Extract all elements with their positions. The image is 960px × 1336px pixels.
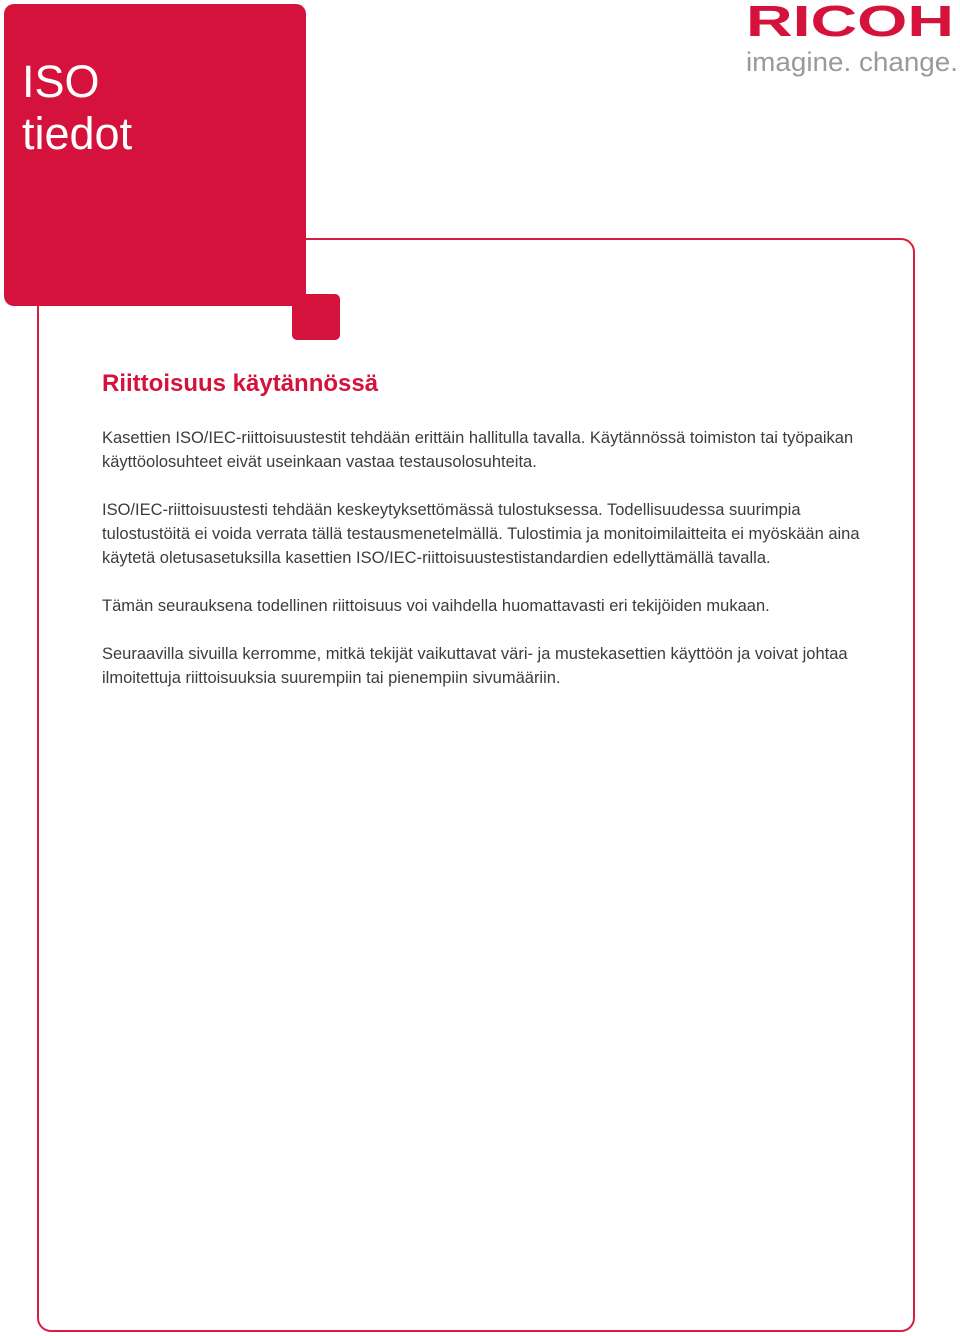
logo-wordmark: RICOH [746, 0, 954, 46]
title-tab [292, 294, 340, 340]
title-line-2: tiedot [22, 108, 133, 159]
logo-tagline: imagine. change. [746, 47, 958, 77]
article-paragraph-2: ISO/IEC-riittoisuustesti tehdään keskeytyksettömässä tulostuksessa. Todellisuudessa suurimpia tulostustöitä ei voida verrata tällä testausmenetelmällä. Tulostimia ja monitoimilaitteita ei myöskään aina käytetä oletusasetuksilla kasettien ISO/IEC-riittoisuustestistandardien edellyttämällä tavalla. [102, 501, 860, 567]
article-paragraph-3: Tämän seurauksena todellinen riittoisuus voi vaihdella huomattavasti eri tekijöiden mukaan. [102, 597, 770, 615]
article [102, 364, 882, 714]
title-block [4, 4, 306, 306]
article-paragraph-1: Kasettien ISO/IEC-riittoisuustestit tehdään erittäin hallitulla tavalla. Käytännössä toimiston tai työpaikan käyttöolosuhteet eivät useinkaan vastaa testausolosuhteita. [102, 429, 854, 471]
article-paragraph-4: Seuraavilla sivuilla kerromme, mitkä tekijät vaikuttavat väri- ja mustekasettien käyttöön ja voivat johtaa ilmoitettuja riittoisuuksia suurempiin tai pienempiin sivumääriin. [102, 645, 848, 687]
article-heading: Riittoisuus käytännössä [102, 370, 379, 397]
title-line-1: ISO [22, 56, 100, 107]
ricoh-logo [742, 0, 958, 80]
